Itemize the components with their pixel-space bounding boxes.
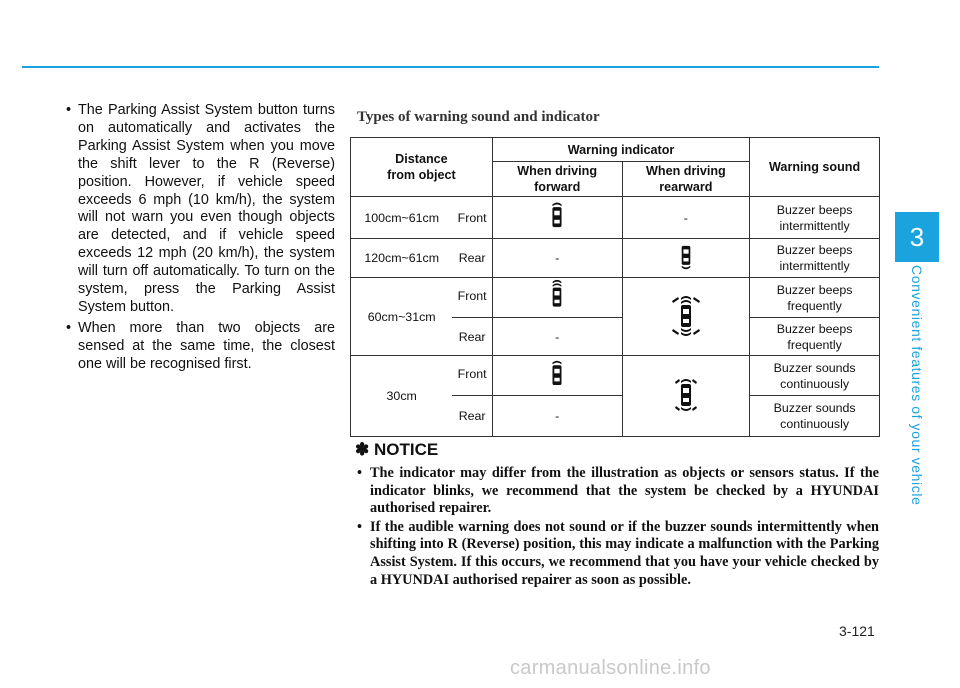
header-distance: Distance from object	[351, 138, 493, 197]
car-front-close-icon	[545, 358, 569, 394]
location-cell: Front	[452, 278, 492, 318]
location-cell: Rear	[452, 318, 492, 356]
sound-cell: Buzzer sounds continuously	[750, 356, 880, 396]
notice-list	[355, 465, 879, 589]
sound-cell: Buzzer beeps intermittently	[750, 239, 880, 278]
rearward-cell	[622, 278, 750, 356]
car-front-far-icon	[545, 198, 569, 238]
location-cell: Front	[452, 356, 492, 396]
forward-cell	[492, 197, 622, 239]
table-row	[351, 197, 880, 239]
table-row	[351, 278, 880, 318]
notice-item: • The indicator may differ from the illustration as objects or sensors status. If the indicator blinks, we recommend that the system be checked by a HYUNDAI authorised repairer.	[355, 465, 879, 518]
notice-title: ✽ NOTICE	[355, 440, 439, 459]
sound-cell: Buzzer beeps frequently	[750, 278, 880, 318]
rearward-cell	[622, 239, 750, 278]
forward-cell: -	[492, 239, 622, 278]
sound-cell: Buzzer sounds continuously	[750, 396, 880, 437]
distance-cell: 60cm~31cm	[351, 278, 453, 356]
location-cell: Rear	[452, 396, 492, 437]
header-forward: When driving forward	[492, 162, 622, 197]
rearward-cell	[622, 356, 750, 437]
chapter-title: Convenient features of your vehicle	[909, 265, 925, 506]
distance-cell: 30cm	[351, 356, 453, 437]
header-warning-indicator: Warning indicator	[492, 138, 749, 162]
car-all-close-icon	[671, 375, 701, 417]
chapter-tab	[895, 212, 939, 262]
car-front-mid-icon	[545, 279, 569, 317]
forward-cell	[492, 356, 622, 396]
table-row	[351, 239, 880, 278]
sound-cell: Buzzer beeps frequently	[750, 318, 880, 356]
table-row	[351, 356, 880, 396]
rearward-cell: -	[622, 197, 750, 239]
distance-cell: 120cm~61cm	[351, 239, 453, 278]
warning-table	[350, 137, 880, 437]
notice-item: • If the audible warning does not sound or if the buzzer sounds intermittently when shifting into R (Reverse) position, this may indicate a malfunction with the Parking Assist System. If this occurs, we recommend that you have your vehicle checked by a HYUNDAI authorised repairer as soon as possible.	[355, 519, 879, 589]
header-warning-sound: Warning sound	[750, 138, 880, 197]
page-number: 3-121	[839, 623, 875, 639]
top-rule	[22, 66, 879, 68]
distance-cell: 100cm~61cm	[351, 197, 453, 239]
forward-cell	[492, 278, 622, 318]
watermark: carmanualsonline.info	[510, 657, 711, 679]
car-rear-far-icon	[674, 239, 698, 277]
header-rearward: When driving rearward	[622, 162, 750, 197]
sound-cell: Buzzer beeps intermittently	[750, 197, 880, 239]
forward-cell: -	[492, 396, 622, 437]
table-heading: Types of warning sound and indicator	[357, 109, 600, 125]
car-all-mid-icon	[669, 293, 703, 341]
notice-section	[355, 440, 879, 590]
chapter-side-title	[897, 265, 937, 506]
bullet-item: • When more than two objects are sensed at the same time, the closest one will be recognised first.	[63, 320, 335, 374]
forward-cell: -	[492, 318, 622, 356]
bullet-item: • The Parking Assist System button turns on automatically and activates the Parking Assist System when you move the shift lever to the R (Reverse) position. However, if vehicle speed exceeds 6 mph (10 km/h), the system will not warn you even though objects are detected, and if vehicle speed exceeds 12 mph (20 km/h), the system will turn off automatically. To turn on the system, press the Parking Assist System button.	[63, 102, 335, 317]
chapter-number: 3	[909, 221, 925, 252]
location-cell: Rear	[452, 239, 492, 278]
left-column-bullets	[63, 102, 335, 377]
location-cell: Front	[452, 197, 492, 239]
